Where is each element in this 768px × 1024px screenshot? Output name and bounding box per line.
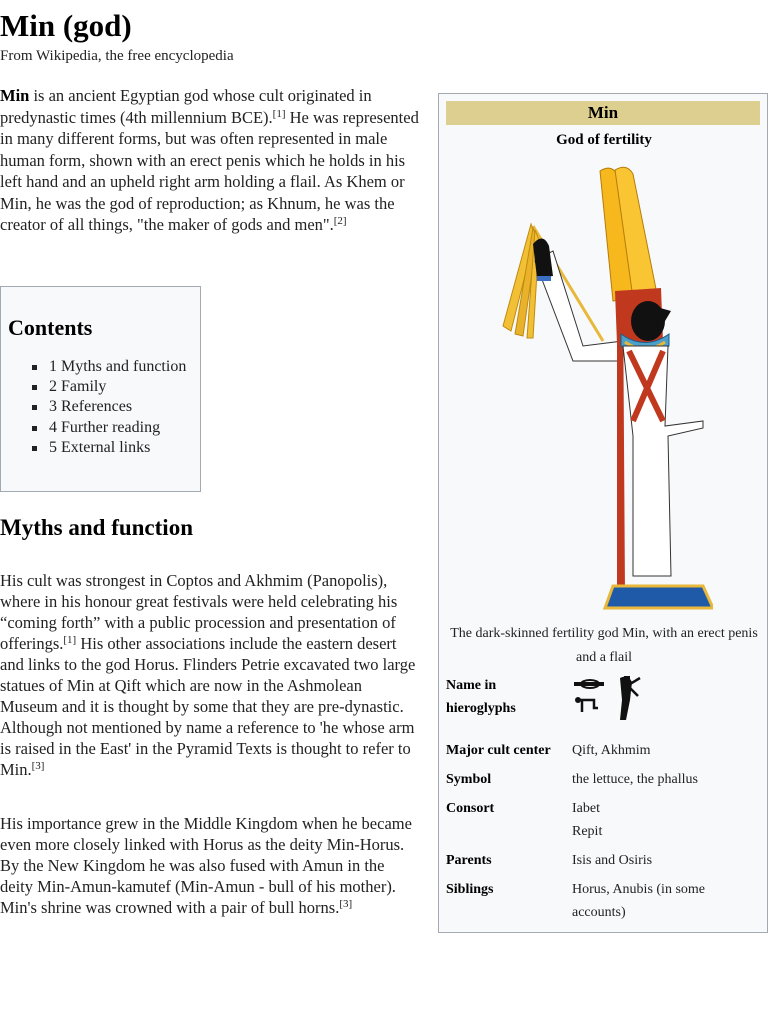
infobox-label: Consort [446,801,495,816]
infobox [438,93,768,933]
toc-item-label[interactable]: 3 References [49,398,133,416]
toc-item-label[interactable]: 5 External links [49,438,151,456]
bullet-icon [32,405,37,410]
toc-item-label[interactable]: 1 Myths and function [49,358,187,375]
infobox-value[interactable]: Qift, Akhmim [572,743,651,758]
myths-text-3: His importance grew in the Middle Kingdom when he became even more closely linked with Horus as the deity Min-Horus. By the New Kingdom he was also fused with Amun in the deity Min-Amun-kamutef (Min-Amun - bull of his mother). Min's shrine was crowned with a pair of bull horns. [0,814,412,917]
infobox-value[interactable]: Isis and Osiris [572,853,653,868]
citation-1[interactable]: [1] [272,107,286,120]
bullet-icon [32,426,37,431]
section-heading-myths: Myths and function [0,515,193,540]
table-of-contents [0,286,201,492]
infobox-label: Siblings [446,882,494,897]
myths-text-2: His other associations include the eastern desert and links to the god Horus. Flinders Petrie excavated two large statues of Min at Qift which are now in the Ashmolean Museum and it is thought by some that they are pre-dynastic. Although not mentioned by name a reference to 'he whose arm is raised in the East' in the Pyramid Texts is thought to refer to Min. [0,634,416,779]
min-hieroglyph-icon [572,674,652,724]
infobox-value[interactable]: Iabet Repit [572,801,603,839]
site-tagline: From Wikipedia, the free encyclopedia [0,48,234,64]
citation-5[interactable]: [3] [339,898,353,910]
intro-paragraph [0,85,425,236]
infobox-label: Name in hieroglyphs [446,678,516,716]
infobox-label: Parents [446,853,492,868]
infobox-header: Min [446,101,760,125]
toc-item-further-reading[interactable] [32,418,186,438]
citation-2[interactable]: [2] [333,215,347,227]
intro-text-1: is an ancient Egyptian god whose cult originated in predynastic times (4th millennium BCE). [0,86,372,127]
toc-item-family[interactable] [32,377,186,397]
myths-text-1: His cult was strongest in Coptos and Akhmim (Panopolis), where in his honour great festivals were held celebrating his “coming forth” with a public procession and presentation of offerings. [0,571,398,653]
citation-4[interactable]: [3] [31,760,45,772]
toc-item-myths[interactable] [32,357,186,377]
min-deity-illustration[interactable] [493,166,713,616]
intro-text-2: He was represented in many different forms, but was often represented in male human form, shown with an erect penis which he holds in his left hand and an upheld right arm holding a flail. As Khem or Min, he was the god of reproduction; as Khnum, he was the creator of all things, "the maker of gods and men". [0,107,419,234]
myths-paragraph-2 [0,813,418,918]
toc-item-external-links[interactable] [32,438,186,458]
toc-item-label[interactable]: 4 Further reading [49,418,161,436]
infobox-value[interactable]: the lettuce, the phallus [572,772,698,787]
bullet-icon [32,446,37,451]
infobox-subtitle: God of fertility [556,132,652,148]
infobox-caption: The dark-skinned fertility god Min, with an erect penis and a flail [450,626,758,665]
toc-item-references[interactable] [32,397,186,417]
toc-title: Contents [8,315,93,340]
myths-paragraph-1 [0,570,418,780]
subject-name: Min [0,86,30,105]
bullet-icon [32,385,37,390]
citation-3[interactable]: [1] [63,634,77,646]
bullet-icon [32,365,37,370]
toc-list [1,357,186,458]
infobox-label: Major cult center [446,743,551,758]
infobox-label: Symbol [446,772,492,787]
infobox-value[interactable]: Horus, Anubis (in some accounts) [572,882,705,920]
page-title: Min (god) [0,8,132,43]
infobox-row-hieroglyphs [446,674,762,724]
toc-item-label[interactable]: 2 Family [49,378,107,396]
